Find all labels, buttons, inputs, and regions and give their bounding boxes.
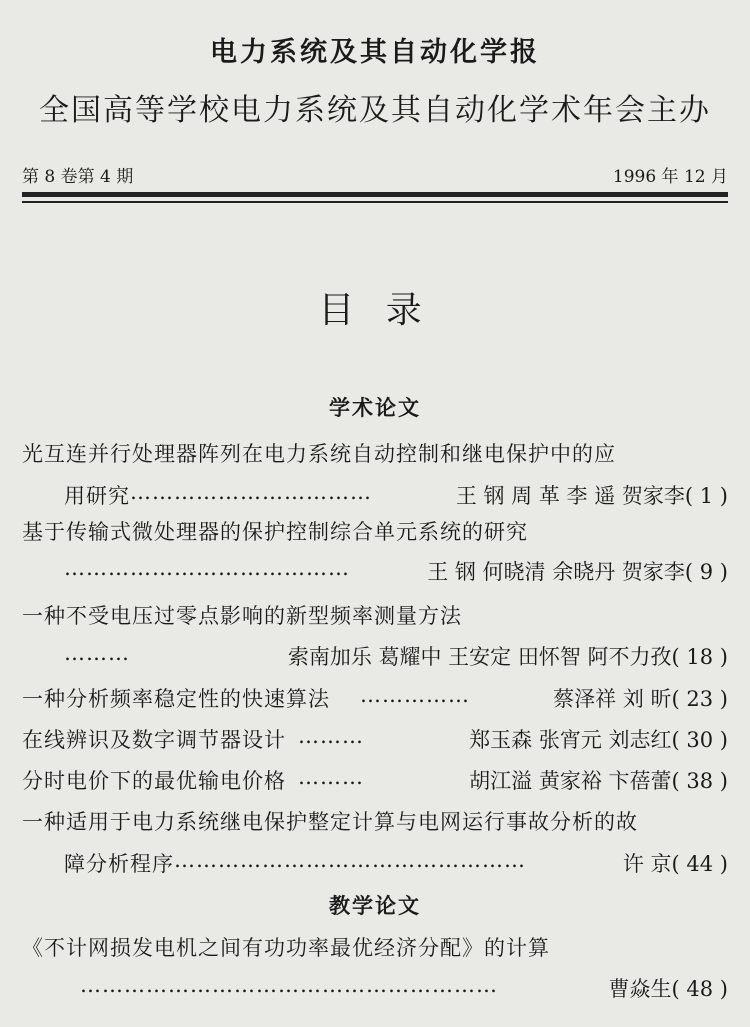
entry-title: 一种分析频率稳定性的快速算法 <box>22 687 330 711</box>
entry-title-continued: 用研究 <box>64 484 130 508</box>
entry-page: ( 18 ) <box>671 645 728 669</box>
entry-page: ( 44 ) <box>671 852 728 876</box>
entry-page: ( 38 ) <box>671 769 728 793</box>
entry-leader-dots: ……… <box>64 641 130 665</box>
entry-leader-dots: ……… <box>298 765 364 789</box>
entry-page: ( 9 ) <box>684 560 728 584</box>
entry-page: ( 48 ) <box>671 977 728 1001</box>
entry-title: 《不计网损发电机之间有功功率最优经济分配》的计算 <box>22 936 550 960</box>
entry-authors: 许 京 <box>622 852 672 876</box>
header-rule-thin <box>22 201 728 203</box>
entry-title: 光互连并行处理器阵列在电力系统自动控制和继电保护中的应 <box>22 442 616 466</box>
entry-title-continued: 障分析程序 <box>64 852 174 876</box>
entry-title: 在线辨识及数字调节器设计 <box>22 728 286 752</box>
entry-authors-line <box>623 848 728 878</box>
entry-page: ( 1 ) <box>684 484 728 508</box>
journal-title: 电力系统及其自动化学报 <box>210 37 540 68</box>
entry-authors-line <box>469 724 728 754</box>
issue-number: 第 8 卷第 4 期 <box>22 167 134 187</box>
entry-title: 基于传输式微处理器的保护控制综合单元系统的研究 <box>22 520 528 544</box>
entry-authors-line <box>609 973 728 1003</box>
entry-leader-dots: ………………………………… <box>64 556 350 580</box>
entry-authors: 曹焱生 <box>608 977 672 1001</box>
entry-leader-dots: ……… <box>298 724 364 748</box>
entry-authors: 索南加乐 葛耀中 王安定 田怀智 阿不力孜 <box>287 645 672 669</box>
entry-authors-line <box>288 641 728 671</box>
entry-authors: 王 钢 何晓清 余晓丹 贺家李 <box>427 560 685 584</box>
entry-authors-line <box>427 556 728 586</box>
entry-page: ( 30 ) <box>671 728 728 752</box>
section-heading-academic: 学术论文 <box>329 396 421 420</box>
toc-heading: 目 录 <box>318 290 432 331</box>
entry-authors: 王 钢 周 革 李 遥 贺家李 <box>455 484 685 508</box>
entry-authors-line <box>469 765 728 795</box>
entry-leader-dots: …………………………… <box>130 480 372 504</box>
organizer-line: 全国高等学校电力系统及其自动化学术年会主办 <box>39 93 711 128</box>
entry-leader-dots: ………………………………………………… <box>80 973 498 997</box>
entry-title: 一种适用于电力系统继电保护整定计算与电网运行事故分析的故 <box>22 810 638 834</box>
entry-page: ( 23 ) <box>671 687 728 711</box>
entry-leader-dots: ………………………………………… <box>174 848 526 872</box>
entry-title: 分时电价下的最优输电价格 <box>22 769 286 793</box>
entry-authors: 蔡泽祥 刘 昕 <box>553 687 672 711</box>
header-rule-thick <box>22 192 728 197</box>
entry-authors: 胡江溢 黄家裕 卞蓓蕾 <box>469 769 672 793</box>
entry-title: 一种不受电压过零点影响的新型频率测量方法 <box>22 604 462 628</box>
issue-date: 1996 年 12 月 <box>612 167 728 187</box>
entry-authors-line <box>553 683 728 713</box>
section-heading-teaching: 教学论文 <box>329 894 421 918</box>
issue-line <box>22 162 728 186</box>
entry-authors-line <box>456 480 728 510</box>
entry-leader-dots: …………… <box>360 683 470 707</box>
entry-authors: 郑玉森 张宵元 刘志红 <box>469 728 672 752</box>
